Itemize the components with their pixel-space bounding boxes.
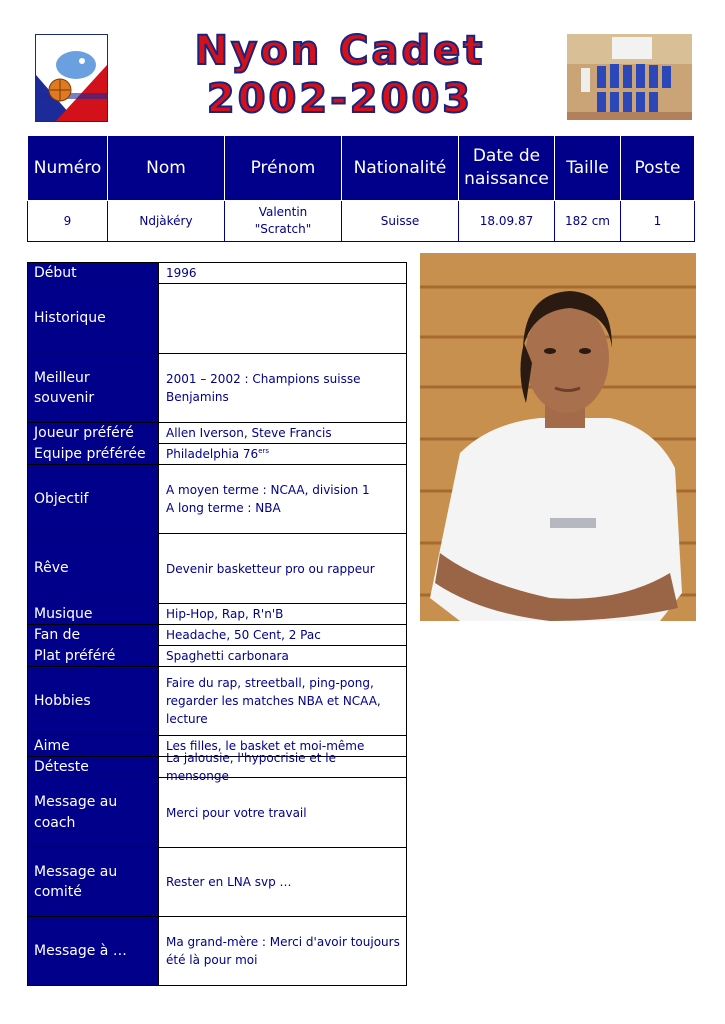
prenom-line1: Valentin	[258, 205, 308, 220]
value-deteste: La jalousie, l'hypocrisie et le mensonge	[158, 757, 406, 777]
row-objectif	[28, 465, 406, 534]
equipe-name: Philadelphia 76	[166, 447, 259, 461]
value-reve: Devenir basketteur pro ou rappeur	[158, 534, 406, 603]
value-aime: Les filles, le basket et moi-même	[158, 736, 406, 756]
row-joueur-prefere	[28, 423, 406, 444]
cell-numero: 9	[28, 201, 108, 242]
cell-taille: 182 cm	[555, 201, 621, 242]
hobbies-line1: Faire du rap, streetball, ping-pong,	[166, 676, 374, 690]
value-message-comite: Rester en LNA svp …	[158, 848, 406, 916]
profile-table	[27, 262, 407, 986]
value-musique: Hip-Hop, Rap, R'n'B	[158, 604, 406, 624]
label-message-autre: Message à …	[28, 917, 158, 985]
message-coach-label-line1: Message au	[34, 794, 118, 811]
label-reve: Rêve	[28, 534, 158, 603]
header-numero: Numéro	[28, 136, 108, 201]
row-message-autre	[28, 917, 406, 985]
cell-nom: Ndjàkéry	[108, 201, 225, 242]
header-nationalite: Nationalité	[342, 136, 459, 201]
header-prenom: Prénom	[225, 136, 342, 201]
label-message-coach	[28, 778, 158, 847]
souvenir-line1: 2001 – 2002 : Champions suisse	[166, 372, 361, 386]
row-meilleur-souvenir	[28, 354, 406, 423]
message-coach-label-line2: coach	[34, 814, 76, 831]
value-historique	[158, 284, 406, 353]
message-comite-label-line1: Message au	[34, 863, 118, 880]
label-message-comite	[28, 848, 158, 916]
page-title: Nyon Cadet	[194, 28, 486, 74]
header-taille: Taille	[555, 136, 621, 201]
row-equipe-preferee	[28, 444, 406, 465]
label-fan-de: Fan de	[28, 625, 158, 645]
label-joueur-prefere: Joueur préféré	[28, 423, 158, 443]
row-message-comite	[28, 848, 406, 917]
club-logo	[35, 34, 108, 122]
header-poste: Poste	[621, 136, 695, 201]
row-message-coach	[28, 778, 406, 848]
info-header-row	[28, 136, 695, 201]
row-historique	[28, 284, 406, 354]
label-aime: Aime	[28, 736, 158, 756]
row-hobbies	[28, 667, 406, 736]
row-deteste	[28, 751, 406, 783]
header-nom: Nom	[108, 136, 225, 201]
value-plat-prefere: Spaghetti carbonara	[158, 646, 406, 666]
souvenir-line2: Benjamins	[166, 390, 229, 404]
message-comite-label-line2: comité	[34, 884, 82, 900]
row-plat-prefere	[28, 646, 406, 667]
value-objectif	[158, 465, 406, 533]
cell-prenom	[225, 201, 342, 242]
prenom-line2: "Scratch"	[254, 222, 312, 236]
objectif-line2: A long terme : NBA	[166, 501, 281, 515]
label-musique: Musique	[28, 604, 158, 624]
cell-poste: 1	[621, 201, 695, 242]
equipe-superscript: ers	[258, 447, 270, 455]
hobbies-line3: lecture	[166, 712, 208, 726]
label-debut: Début	[28, 263, 158, 283]
season-title: 2002-2003	[206, 76, 474, 122]
player-info-table	[27, 135, 695, 242]
value-message-coach: Merci pour votre travail	[158, 778, 406, 847]
objectif-line1: A moyen terme : NCAA, division 1	[166, 483, 370, 497]
label-objectif: Objectif	[28, 465, 158, 533]
label-equipe-preferee: Equipe préférée	[28, 444, 158, 464]
label-deteste: Déteste	[28, 757, 158, 777]
cell-nationalite: Suisse	[342, 201, 459, 242]
label-hobbies: Hobbies	[28, 667, 158, 735]
header-date-naissance: Date de naissance	[459, 136, 555, 201]
player-portrait	[420, 253, 696, 621]
value-meilleur-souvenir	[158, 354, 406, 422]
label-historique: Historique	[28, 284, 158, 353]
value-debut: 1996	[158, 263, 406, 283]
value-fan-de: Headache, 50 Cent, 2 Pac	[158, 625, 406, 645]
team-photo	[567, 34, 692, 120]
message-autre-line2: été là pour moi	[166, 953, 258, 967]
value-joueur-prefere: Allen Iverson, Steve Francis	[158, 423, 406, 443]
value-hobbies	[158, 667, 406, 735]
row-debut	[28, 263, 406, 284]
row-musique	[28, 604, 406, 625]
row-fan-de	[28, 625, 406, 646]
row-reve	[28, 534, 406, 604]
label-meilleur-souvenir: Meilleur souvenir	[28, 354, 158, 422]
value-equipe-preferee	[158, 444, 406, 464]
message-autre-line1: Ma grand-mère : Merci d'avoir toujours	[166, 935, 400, 949]
cell-date-naissance: 18.09.87	[459, 201, 555, 242]
hobbies-line2: regarder les matches NBA et NCAA,	[166, 694, 381, 708]
info-data-row	[28, 201, 695, 242]
value-message-autre	[158, 917, 406, 985]
label-plat-prefere: Plat préféré	[28, 646, 158, 666]
